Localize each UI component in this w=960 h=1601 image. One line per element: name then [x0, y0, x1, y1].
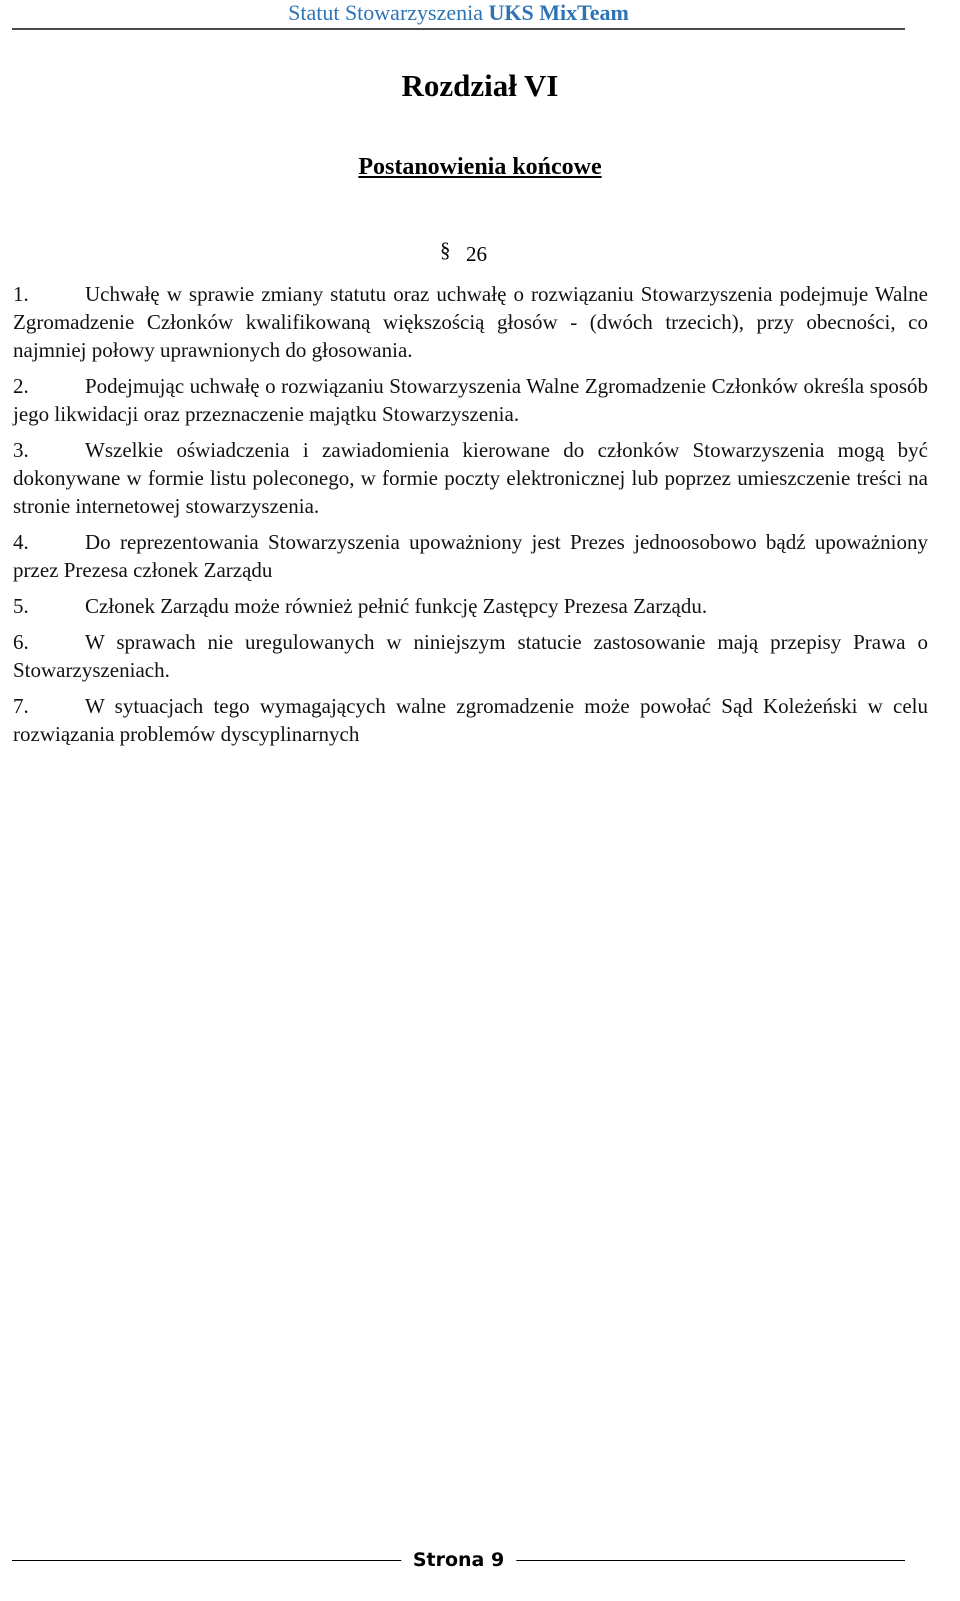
- list-item: [13, 372, 928, 428]
- item-number: 2.: [13, 374, 29, 398]
- item-text: Wszelkie oświadczenia i zawiadomienia kierowane do członków Stowarzyszenia mogą być dokonywane w formie listu poleconego, w formie poczty elektronicznej lub poprzez umieszczenie treści na stronie internetowej stowarzyszenia.: [13, 438, 928, 518]
- list-item: [13, 628, 928, 684]
- item-text: Podejmując uchwałę o rozwiązaniu Stowarzyszenia Walne Zgromadzenie Członków określa sposób jego likwidacji oraz przeznaczenie majątku Stowarzyszenia.: [13, 374, 928, 426]
- item-number: 3.: [13, 438, 29, 462]
- section-title: Postanowienia końcowe: [358, 154, 602, 180]
- item-text: W sytuacjach tego wymagających walne zgromadzenie może powołać Sąd Koleżeński w celu rozwiązania problemów dyscyplinarnych: [13, 694, 928, 746]
- item-text: Uchwałę w sprawie zmiany statutu oraz uchwałę o rozwiązaniu Stowarzyszenia podejmuje Walne Zgromadzenie Członków kwalifikowaną większością głosów - (dwóch trzecich), przy obecności, co najmniej połowy uprawnionych do głosowania.: [13, 282, 928, 362]
- list-item: [13, 692, 928, 748]
- paragraph-symbol: §: [440, 238, 451, 262]
- item-number: 1.: [13, 282, 29, 306]
- list-item: [13, 592, 928, 620]
- item-number: 6.: [13, 630, 29, 654]
- list-item: [13, 528, 928, 584]
- page-footer: [12, 1546, 905, 1576]
- item-text: Członek Zarządu może również pełnić funkcję Zastępcy Prezesa Zarządu.: [85, 594, 708, 618]
- page-header: [12, 0, 905, 30]
- list-item: [13, 280, 928, 364]
- item-number: 7.: [13, 694, 29, 718]
- item-text: Do reprezentowania Stowarzyszenia upoważniony jest Prezes jednoosobowo bądź upoważniony przez Prezesa członek Zarządu: [13, 530, 928, 582]
- list-item: [13, 436, 928, 520]
- header-title: Statut Stowarzyszenia UKS MixTeam: [288, 0, 629, 25]
- item-text: W sprawach nie uregulowanych w niniejszym statucie zastosowanie mają przepisy Prawa o Stowarzyszeniach.: [13, 630, 928, 682]
- paragraph-number: 26: [466, 242, 487, 266]
- page-number: Strona 9: [401, 1546, 516, 1574]
- provisions-list: [13, 280, 928, 748]
- chapter-title: Rozdział VI: [401, 68, 559, 103]
- item-number: 5.: [13, 594, 29, 618]
- item-number: 4.: [13, 530, 29, 554]
